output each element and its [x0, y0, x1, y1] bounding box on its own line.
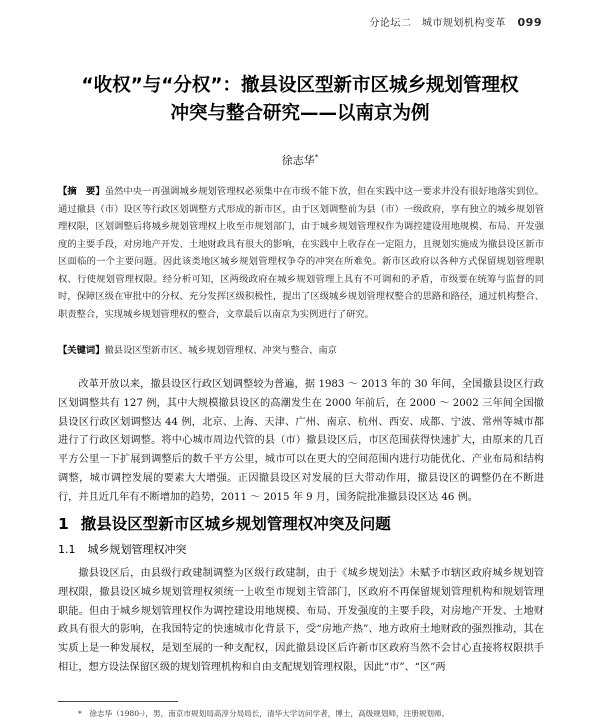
section-1-1-number: 1.1 [58, 543, 76, 556]
keywords [58, 343, 544, 359]
page-number: 099 [517, 16, 542, 29]
keywords-text: 撤县设区型新市区、城乡规划管理权、冲突与整合、南京 [104, 345, 337, 356]
paper-title-line-2: 冲突与整合研究——以南京为例 [170, 103, 430, 124]
author-name: 徐志华 [281, 154, 315, 167]
section-1-1-heading [58, 541, 187, 557]
author-footnote: * 徐志华（1980-），男，南京市规划局高淳分局局长，清华大学访问学者，博士，高级规划师，注册规划师。 [78, 709, 450, 718]
section-1-heading [58, 512, 391, 534]
author-footnote-marker: * [314, 153, 319, 162]
section-1-1-paragraph: 撤县设区后，由县级行政建制调整为区级行政建制，由于《城乡规划法》未赋予市辖区政府城乡规划管理权限，撤县设区城乡规划管理权须统一上收至市规划主管部门，区政府不再保留规划管理机构和规划管理职能。但由于城乡规划管理权作为调控建设用地规模、布局、开发强度的主要手段，对房地产开发、土地财政具有很大的影响，在我国特定的快速城市化背景下，受“房地产热”、地方政府土地财政的强烈推动，其在实质上是一种发展权，是划至展的一种支配权，因此撤县设区后许新市区政府当然不会甘心直接将权限拱手相让，想方设法保留区级的规划管理机构和自由支配规划管理权限，因此“市”、“区”两 [58, 568, 544, 673]
abstract-text: 虽然中央一再强调城乡规划管理权必须集中在市级不能下放，但在实践中这一要求并没有很好地落实到位。通过撤县（市）设区等行政区划调整方式形成的新市区，由于区划调整前为县（市）一级政府，享有独立的城乡规划管理权限，区划调整后将城乡规划管理权上收至市规划部门，由于城乡规划管理权作为调控建设用地规模、布局、开发强度的主要手段，对房地产开发、土地财政具有很大的影响，在实践中上收存在一定阻力，且规划实施成为撤县设区新市区面临的一个主要问题。因此该类地区城乡规划管理权争夺的冲突在所难免。新市区政府以各种方式保留规划管理职权、行使规划管理权限。经分析可知，区两级政府在城乡规划管理上具有不可调和的矛盾，市级要在统筹与监督的同时，保障区级在审批中的分权、充分发挥区级积极性，提出了区级城乡规划管理权整合的思路和路径，通过机构整合、职责整合，实现城乡规划管理权的整合，文章最后以南京为实例进行了研究。 [58, 186, 544, 320]
keywords-label: 【关键词】 [58, 345, 105, 356]
abstract-label: 【摘 要】 [58, 186, 105, 197]
paper-title-line-1: “收权”与“分权”：撤县设区型新市区城乡规划管理权 [81, 75, 519, 96]
section-1-number: 1 [58, 515, 69, 533]
footnote-divider [58, 701, 178, 702]
section-1-title: 撤县设区型新市区城乡规划管理权冲突及问题 [80, 515, 391, 533]
abstract [58, 183, 544, 323]
running-header [369, 14, 542, 29]
running-header-journal: 分论坛二 城市规划机构变革 [369, 18, 506, 29]
intro-paragraph: 改革开放以来，撤县设区行政区划调整较为普遍，据 1983 ～ 2013 年的 30 年间，全国撤县设区行政区划调整共有 127 例，其中大规模撤县设区的高潮发生在 2000 年前后，在 2000 ～ 2002 三年间全国撤县设区行政区划调整达 44 例，北京、上海、天津、广州、南京、杭州、西安、成都、宁波、常州等城市都进行了行政区划调整。将中心城市周边代管的县（市）撤县设区后，市区范围获得快速扩大，由原来的几百平方公里一下扩展到调整后的数千平方公里，城市可以在更大的空间范围内进行功能优化、产业布局和结构调整，城市调控发展的要素大大增强。正因撤县设区对发展的巨大带动作用，撤县设区的调整仍在不断进行，并且近几年有不断增加的趋势，2011 ～ 2015 年 9 月，国务院批准撤县设区达 46 例。 [58, 379, 544, 503]
section-1-1-title: 城乡规划管理权冲突 [87, 543, 187, 556]
paper-title [0, 72, 600, 128]
author-line [0, 152, 600, 168]
